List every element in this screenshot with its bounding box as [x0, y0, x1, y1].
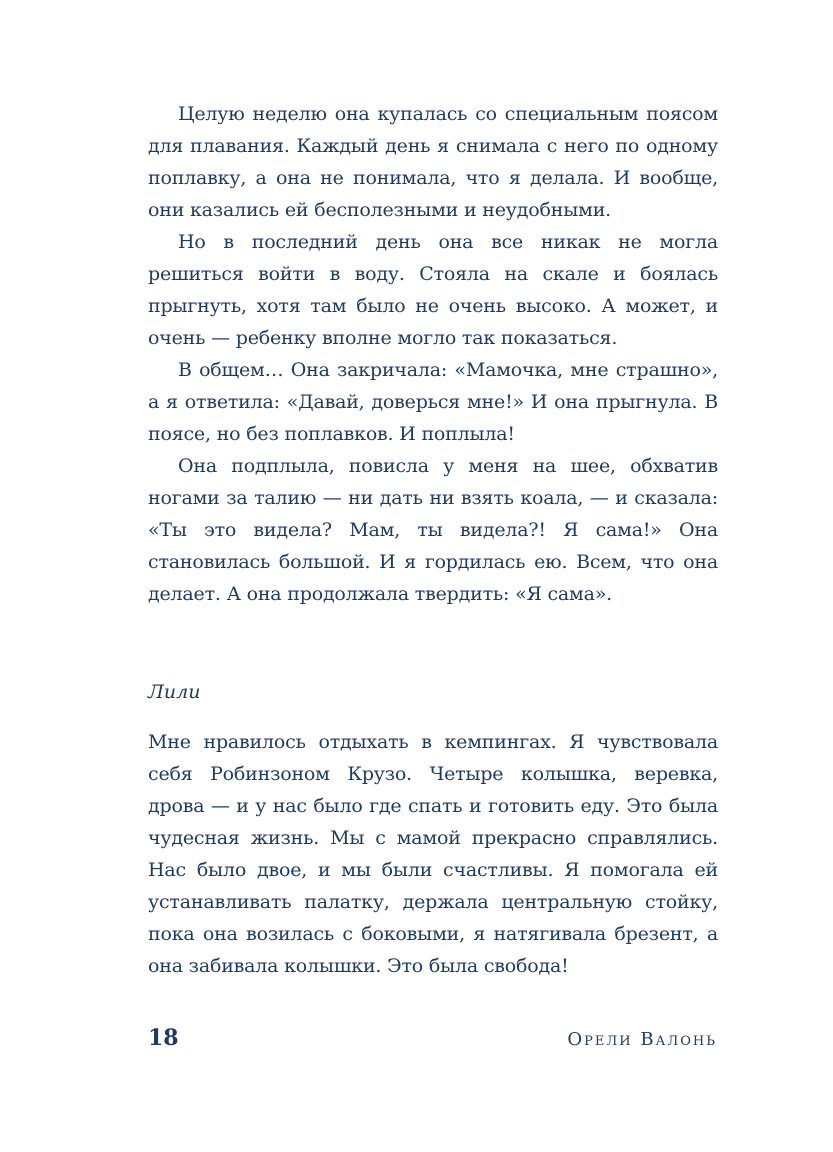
- story-text-second: [148, 726, 718, 982]
- page-number: 18: [148, 1025, 179, 1051]
- paragraph: Целую неделю она купалась со специальным поясом для плавания. Каждый день я снимала с него по одному поплавку, а она не понимала, что я делала. И вообще, они казались ей бесполезными и неудобными.: [148, 103, 718, 221]
- paragraph: Она подплыла, повисла у меня на шее, обхватив ногами за талию — ни дать ни взять коала, — и сказала: «Ты это видела? Мам, ты видела?! Я сама!» Она становилась большой. И я гордилась ею. Всем, что она делает. А она продолжала твердить: «Я сама».: [148, 455, 718, 605]
- paragraph: Мне нравилось отдыхать в кемпингах. Я чувствовала себя Робинзоном Крузо. Четыре колышка, веревка, дрова — и у нас было где спать и готовить еду. Это была чудесная жизнь. Мы с мамой прекрасно справлялись. Нас было двое, и мы были счастливы. Я помогала ей устанавливать палатку, держала центральную стойку, пока она возилась с боковыми, я натягивала брезент, а она забивала колышки. Это была свобода!: [148, 731, 718, 977]
- running-footer-author: Орели Валонь: [567, 1029, 717, 1050]
- paragraph: Но в последний день она все никак не могла решиться войти в воду. Стояла на скале и боялась прыгнуть, хотя там было не очень высоко. А может, и очень — ребенку вполне могло так показаться.: [148, 231, 718, 349]
- paragraph: В общем… Она закричала: «Мамочка, мне страшно», а я ответила: «Давай, доверься мне!» И она прыгнула. В поясе, но без поплавков. И поплыла!: [148, 359, 718, 445]
- story-text-first: [148, 98, 718, 610]
- section-heading: Лили: [148, 681, 201, 703]
